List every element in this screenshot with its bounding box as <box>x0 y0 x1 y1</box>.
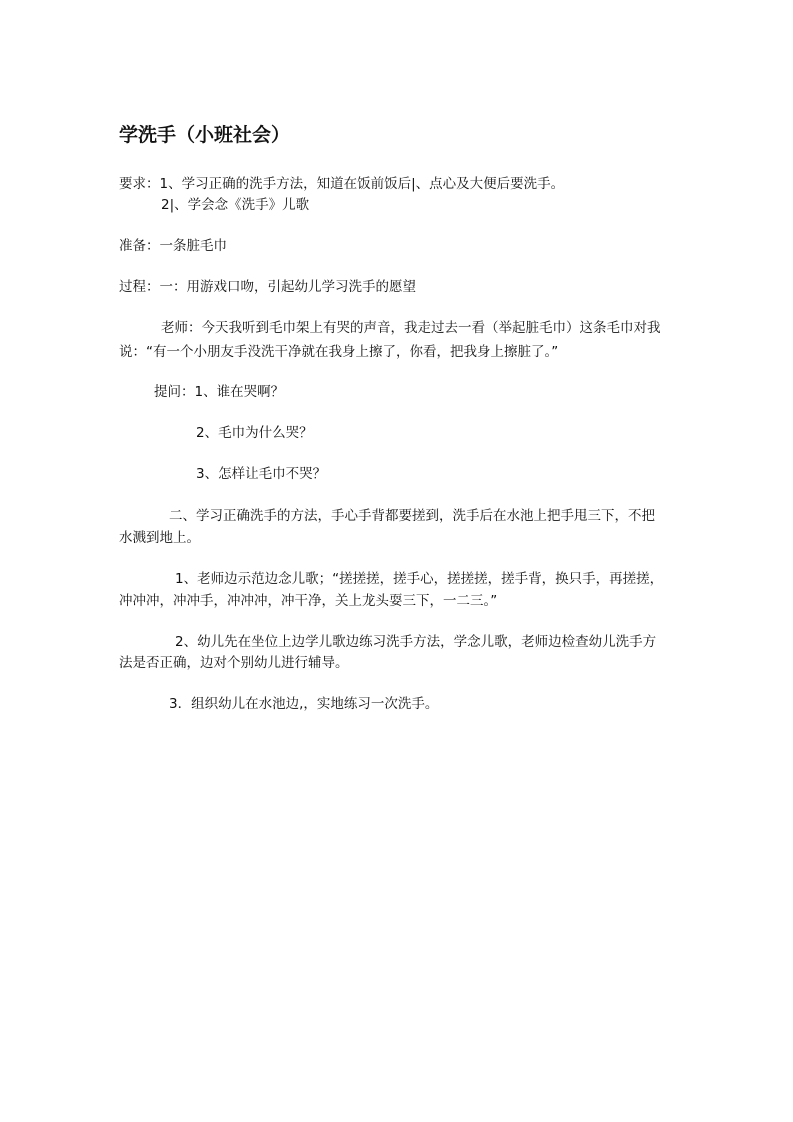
item1-line-1: 1、老师边示范边念儿歌；“搓搓搓，搓手心，搓搓搓，搓手背，换只手，再搓搓， <box>175 571 664 587</box>
teacher-speech-line-1: 老师：今天我听到毛巾架上有哭的声音，我走过去一看（举起脏毛巾）这条毛巾对我 <box>161 320 661 336</box>
question-3: 3、怎样让毛巾不哭？ <box>196 466 327 482</box>
teacher-speech-line-2: 说：“有一个小朋友手没洗干净就在我身上擦了，你看，把我身上擦脏了。” <box>119 344 559 360</box>
process-step2-line-2: 水溅到地上。 <box>119 530 200 546</box>
question-2: 2、毛巾为什么哭？ <box>196 425 313 441</box>
process-step2-line-1: 二、学习正确洗手的方法，手心手背都要搓到，洗手后在水池上把手甩三下，不把 <box>169 508 655 524</box>
process-step1-heading: 过程：一：用游戏口吻，引起幼儿学习洗手的愿望 <box>119 279 416 295</box>
item1-line-2: 冲冲冲，冲冲手，冲冲冲，冲干净，关上龙头耍三下，一二三。” <box>119 593 498 609</box>
item2-line-2: 法是否正确，边对个别幼儿进行辅导。 <box>119 655 349 671</box>
preparation-line: 准备：一条脏毛巾 <box>119 238 227 254</box>
item2-line-1: 2、幼儿先在坐位上边学儿歌边练习洗手方法，学念儿歌，老师边检查幼儿洗手方 <box>175 634 657 650</box>
document-title: 学洗手（小班社会） <box>119 124 291 146</box>
requirement-line-1: 要求：1、学习正确的洗手方法，知道在饭前饭后|、点心及大便后要洗手。 <box>119 176 565 192</box>
question-1: 提问：1、谁在哭啊？ <box>154 384 285 400</box>
item3-line: 3．组织幼儿在水池边,，实地练习一次洗手。 <box>169 696 439 712</box>
requirement-line-2: 2|、学会念《洗手》儿歌 <box>161 197 310 213</box>
